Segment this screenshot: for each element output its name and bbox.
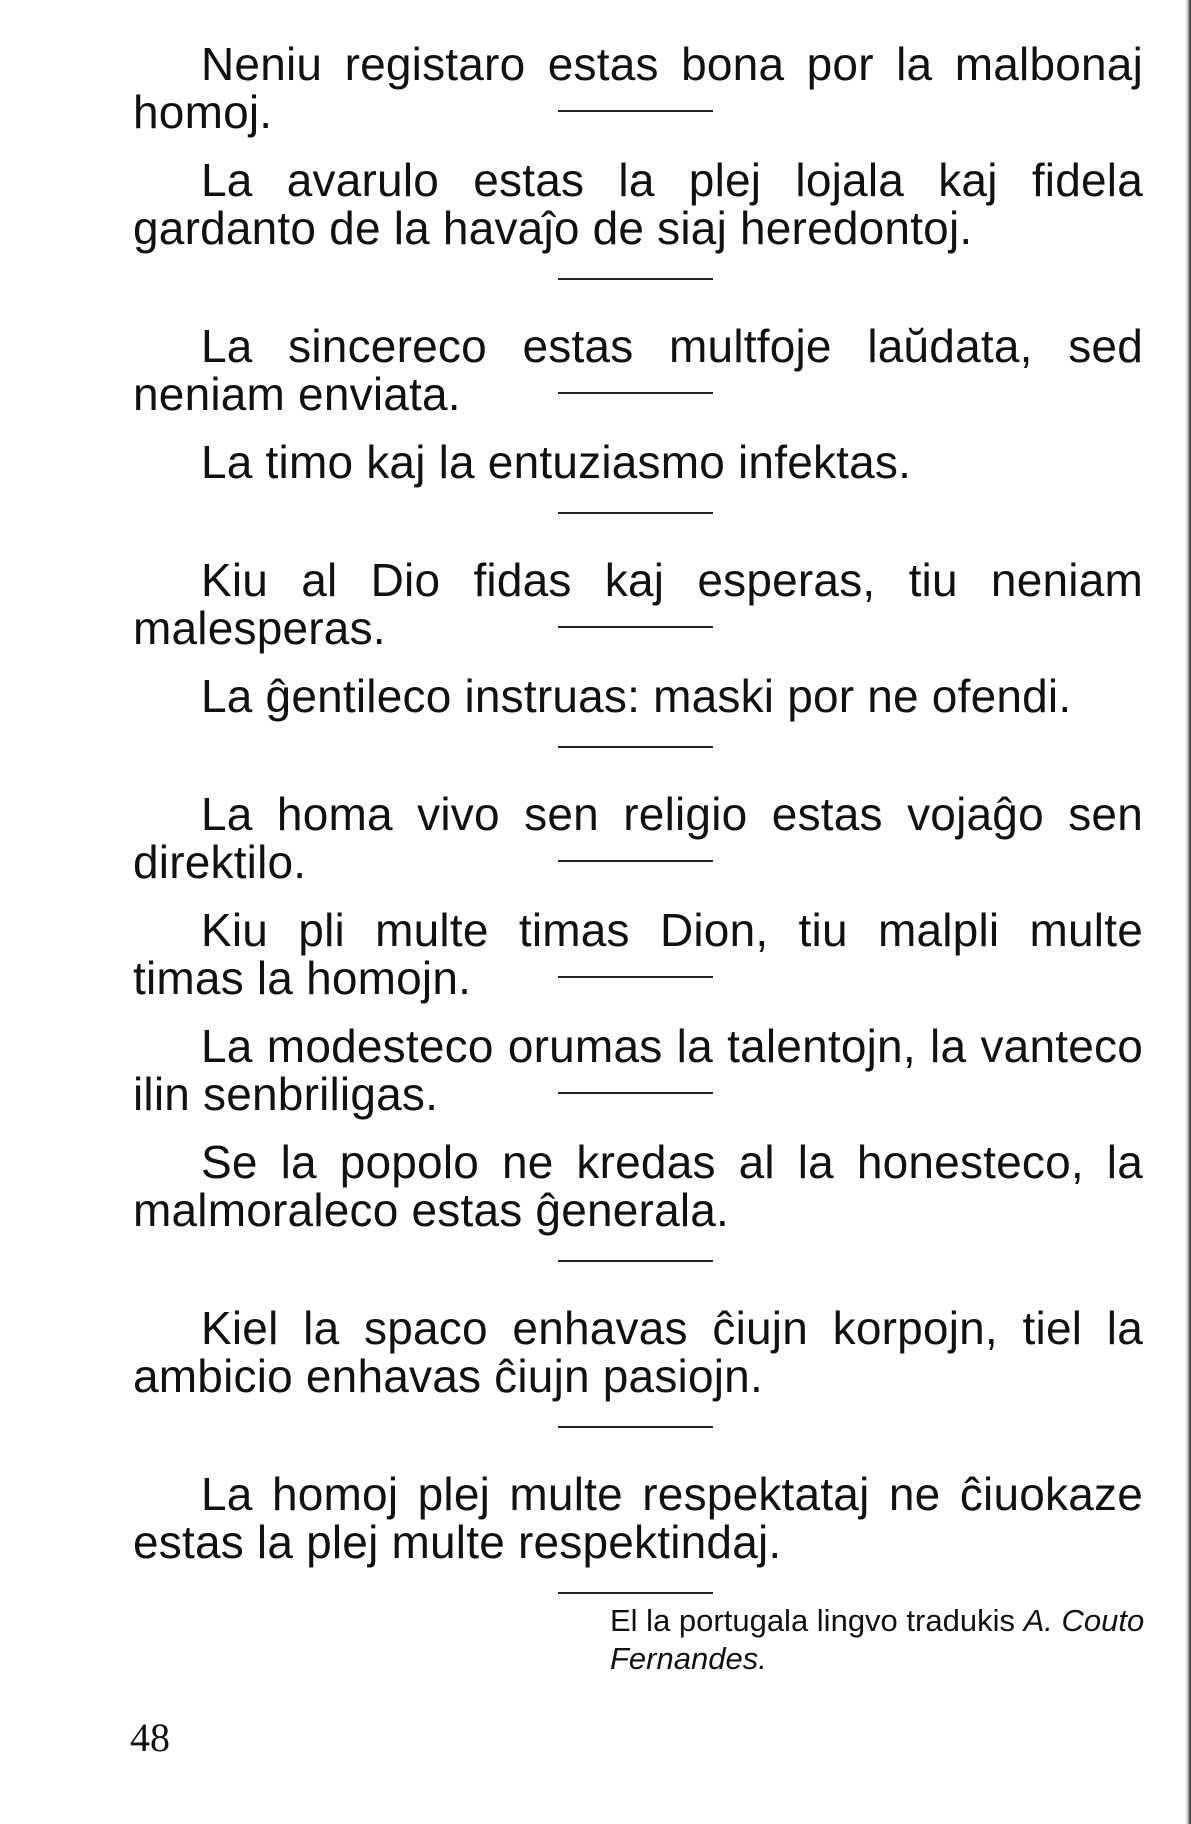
separator-rule — [558, 512, 713, 514]
separator-rule — [558, 278, 713, 280]
maxim-9: La modesteco orumas la talentojn, la vanteco ilin senbriligas. — [133, 1020, 1143, 1120]
maxim-12: La homoj plej multe respektataj ne ĉiuokaze estas la plej multe respektindaj. — [133, 1468, 1143, 1568]
separator-rule — [558, 1260, 713, 1262]
maxim-11: Kiel la spaco enhavas ĉiujn korpojn, tiel la ambicio enhavas ĉiujn pasiojn. — [133, 1302, 1143, 1402]
maxim-3: La sincereco estas multfoje laŭdata, sed neniam enviata. — [133, 320, 1143, 420]
separator-rule — [558, 1092, 713, 1094]
translator-credit — [610, 1602, 1191, 1678]
separator-rule — [558, 1592, 713, 1594]
maxim-6: La ĝentileco instruas: maski por ne ofendi. — [201, 670, 1072, 722]
maxim-5: Kiu al Dio fidas kaj esperas, tiu neniam malesperas. — [133, 554, 1143, 654]
separator-rule — [558, 110, 713, 112]
page-edge-shadow — [1185, 0, 1191, 1824]
maxim-8: Kiu pli multe timas Dion, tiu malpli multe timas la homojn. — [133, 904, 1143, 1004]
separator-rule — [558, 1426, 713, 1428]
separator-rule — [558, 746, 713, 748]
maxim-1: Neniu registaro estas bona por la malbonaj homoj. — [133, 38, 1143, 138]
maxims-column — [133, 40, 1143, 1636]
separator-rule — [558, 392, 713, 394]
separator-rule — [558, 976, 713, 978]
maxim-4: La timo kaj la entuziasmo infektas. — [201, 436, 912, 488]
maxim-10: Se la popolo ne kredas al la honesteco, la malmoraleco estas ĝenerala. — [133, 1136, 1143, 1236]
separator-rule — [558, 860, 713, 862]
maxim-2: La avarulo estas la plej lojala kaj fidela gardanto de la havaĵo de siaj heredontoj. — [133, 154, 1143, 254]
translator-prefix: El la portugala lingvo tradukis — [610, 1603, 1015, 1638]
page-number: 48 — [130, 1715, 170, 1760]
separator-rule — [558, 626, 713, 628]
maxim-7: La homa vivo sen religio estas vojaĝo sen direktilo. — [133, 788, 1143, 888]
translator-name: A. Couto Fernandes. — [610, 1603, 1145, 1676]
